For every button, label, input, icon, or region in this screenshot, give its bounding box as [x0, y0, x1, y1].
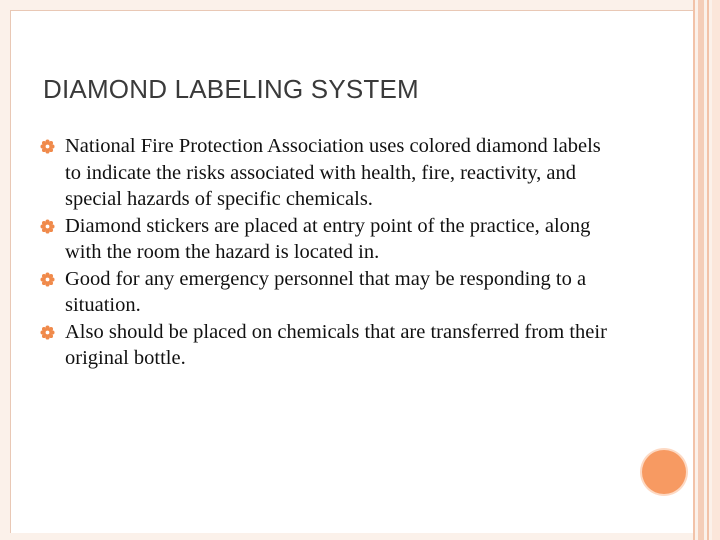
bullet-list [40, 133, 620, 372]
bullet-item [40, 133, 620, 213]
slide-title: DIAMOND LABELING SYSTEM [43, 74, 419, 104]
bullet-text: Also should be placed on chemicals that are transferred from their original bottle. [65, 320, 607, 369]
bullet-text: Diamond stickers are placed at entry point of the practice, along with the room the hazard is located in. [65, 214, 591, 263]
bullet-item [40, 266, 620, 319]
accent-circle [642, 450, 686, 494]
decorative-stripe [712, 0, 720, 540]
gear-flower-icon [40, 139, 55, 154]
decorative-stripe [707, 0, 709, 540]
bullet-item [40, 213, 620, 266]
gear-flower-icon [40, 325, 55, 340]
decorative-stripe [693, 0, 695, 540]
gear-flower-icon [40, 219, 55, 234]
gear-flower-icon [40, 272, 55, 287]
decorative-stripe [698, 0, 704, 540]
bullet-text: Good for any emergency personnel that may be responding to a situation. [65, 267, 587, 316]
bullet-text: National Fire Protection Association uses colored diamond labels to indicate the risks associated with health, fire, reactivity, and special hazards of specific chemicals. [65, 135, 601, 210]
bullet-item [40, 319, 620, 372]
